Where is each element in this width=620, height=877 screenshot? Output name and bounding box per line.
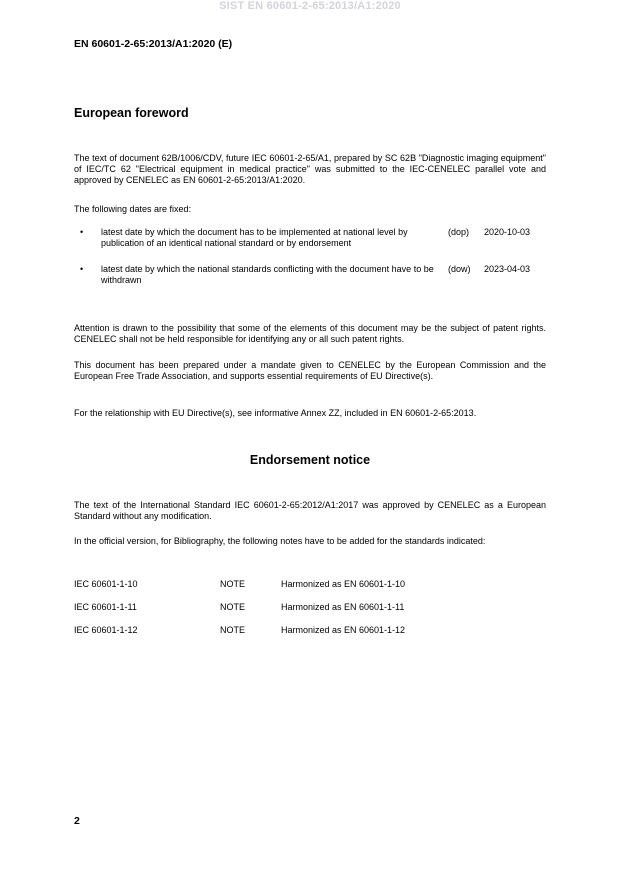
note-row	[74, 602, 546, 613]
mandate-paragraph: This document has been prepared under a mandate given to CENELEC by the European Commission and the European Free Trade Association, and supports essential requirements of EU Directive(s).	[74, 360, 546, 381]
attention-paragraph: Attention is drawn to the possibility that some of the elements of this document may be the subject of patent rights. CENELEC shall not be held responsible for identifying any or all such patent rights.	[74, 323, 546, 344]
document-id-header: EN 60601-2-65:2013/A1:2020 (E)	[74, 38, 233, 50]
bullet-icon: •	[80, 227, 84, 237]
note-standard: IEC 60601-1-11	[74, 602, 137, 612]
watermark: SIST EN 60601-2-65:2013/A1:2020	[219, 0, 401, 12]
note-standard: IEC 60601-1-12	[74, 625, 138, 635]
note-text: Harmonized as EN 60601-1-12	[281, 625, 406, 635]
note-row	[74, 579, 546, 590]
date-row-code: (dow)	[448, 264, 471, 274]
note-label: NOTE	[220, 602, 246, 612]
note-text: Harmonized as EN 60601-1-10	[281, 579, 406, 589]
date-row-text: latest date by which the national standards conflicting with the document have to be withdrawn	[101, 264, 434, 285]
foreword-paragraph-1: The text of document 62B/1006/CDV, future IEC 60601-2-65/A1, prepared by SC 62B "Diagnostic imaging equipment" of IEC/TC 62 "Electrical equipment in medical practice" was submitted to the IEC-CENELEC parallel vote and approved by CENELEC as EN 60601-2-65:2013/A1:2020.	[74, 153, 546, 185]
date-row-dow	[74, 264, 546, 290]
date-row-date: 2020-10-03	[484, 227, 531, 237]
dates-intro: The following dates are fixed:	[74, 204, 192, 214]
date-row-dop	[74, 227, 546, 253]
endorsement-paragraph-1: The text of the International Standard IEC 60601-2-65:2012/A1:2017 was approved by CENELEC as a European Standard without any modification.	[74, 500, 546, 521]
note-label: NOTE	[220, 625, 246, 635]
date-row-date: 2023-04-03	[484, 264, 531, 274]
note-standard: IEC 60601-1-10	[74, 579, 138, 589]
note-text: Harmonized as EN 60601-1-11	[281, 602, 405, 612]
date-row-text: latest date by which the document has to be implemented at national level by publication of an identical national standard or by endorsement	[101, 227, 408, 248]
bullet-icon: •	[80, 264, 84, 274]
date-row-code: (dop)	[448, 227, 470, 237]
note-label: NOTE	[220, 579, 246, 589]
relationship-paragraph: For the relationship with EU Directive(s), see informative Annex ZZ, included in EN 60601-2-65:2013.	[74, 408, 477, 418]
page-number: 2	[74, 815, 80, 827]
foreword-title: European foreword	[74, 106, 189, 120]
endorsement-title: Endorsement notice	[249, 453, 371, 467]
note-row	[74, 625, 546, 636]
endorsement-paragraph-2: In the official version, for Bibliography, the following notes have to be added for the standards indicated:	[74, 536, 486, 546]
